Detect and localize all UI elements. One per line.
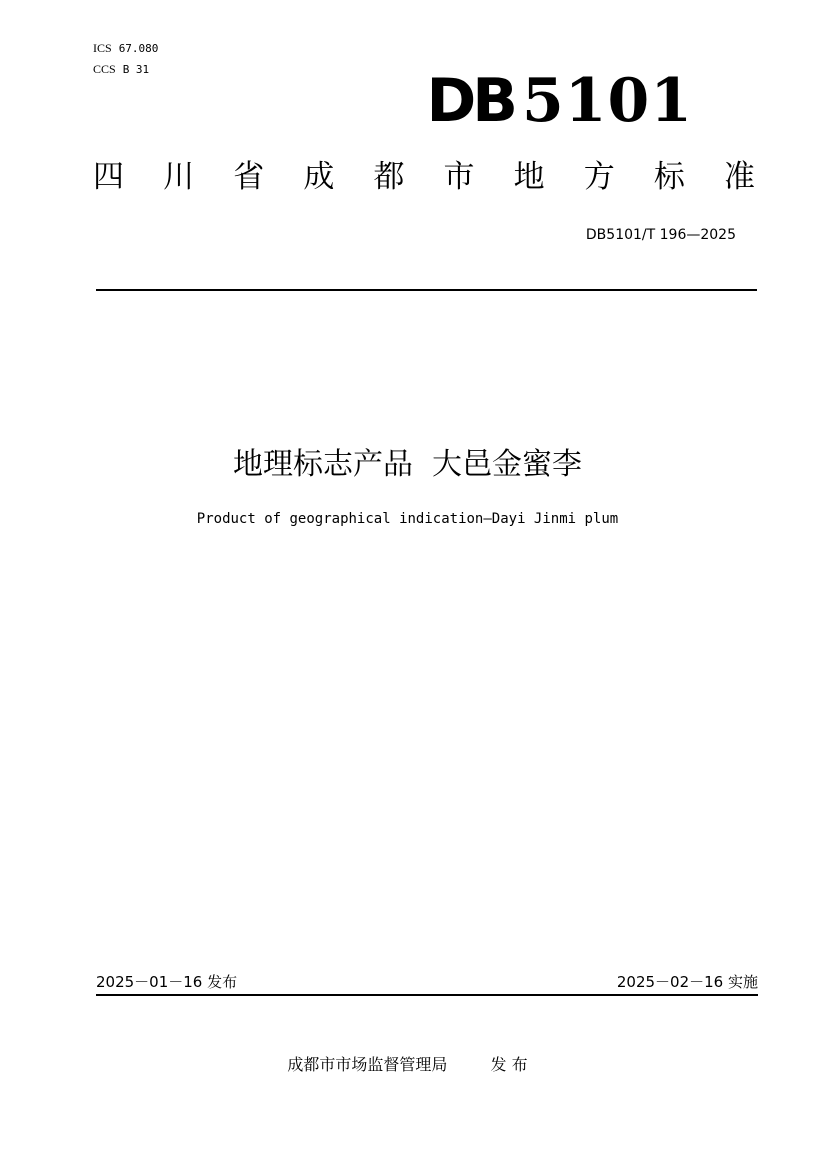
standard-type-char: 省: [233, 159, 265, 195]
ics-value: 67.080: [118, 42, 159, 55]
ccs-value: B 31: [122, 63, 150, 76]
standard-number: DB5101/T 196—2025: [585, 227, 736, 243]
implementation-date: 2025－02－16 实施: [616, 973, 758, 991]
classification-codes: [93, 38, 158, 80]
issue-date: 2025－01－16 发布: [96, 973, 238, 991]
ics-code: [93, 38, 158, 59]
document-title-chinese: 地理标志产品 大邑金蜜李: [232, 447, 583, 482]
ccs-label: CCS: [93, 62, 116, 76]
db-logo: [426, 66, 693, 136]
standard-type-char: 成: [303, 159, 335, 195]
standard-type-char: 都: [373, 159, 405, 195]
issuer-name: 成都市市场监督管理局: [287, 1055, 448, 1074]
standard-type-heading: [93, 157, 755, 197]
issuer-line: [0, 1054, 815, 1076]
standard-type-char: 市: [443, 159, 475, 195]
ccs-code: [93, 59, 158, 80]
standard-type-char: 准: [723, 159, 755, 195]
ics-label: ICS: [93, 41, 112, 55]
top-divider: [96, 289, 757, 291]
standard-type-char: 四: [93, 159, 124, 195]
standard-type-char: 标: [653, 159, 685, 195]
bottom-divider: [96, 994, 758, 996]
standard-type-char: 川: [163, 159, 195, 195]
standard-type-char: 方: [583, 159, 615, 195]
issuer-action: 发 布: [490, 1055, 528, 1074]
standard-type-char: 地: [513, 159, 545, 195]
db-logo-letters: DB: [426, 66, 514, 136]
document-title-english: Product of geographical indication—Dayi Jinmi plum: [196, 511, 619, 527]
db-logo-digits: 5101: [522, 66, 693, 136]
